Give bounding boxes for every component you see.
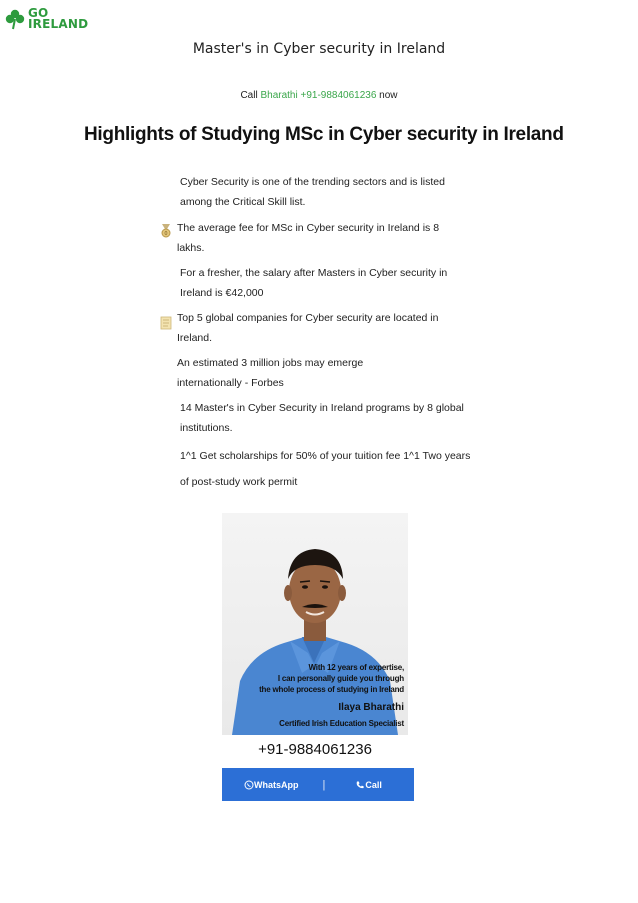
specialist-quote: With 12 years of expertise, I can personally guide you through the whole process of studying in Ireland (259, 663, 404, 694)
specialist-name: Ilaya Bharathi (338, 702, 404, 713)
call-suffix: now (376, 90, 398, 101)
go-ireland-logo[interactable] (4, 8, 88, 30)
document-title: Master's in Cyber security in Ireland (192, 41, 446, 57)
cta-separator: | (322, 778, 326, 791)
highlight-item: An estimated 3 million jobs may emerge internationally - Forbes (177, 357, 364, 389)
call-label: Call (365, 779, 382, 790)
page-heading: Highlights of Studying MSc in Cyber security in Ireland (84, 124, 564, 145)
specialist-profile-card (222, 513, 408, 735)
contact-cta-bar (222, 768, 414, 801)
phone-number[interactable]: +91-9884061236 (258, 741, 372, 758)
shamrock-icon (4, 8, 26, 30)
whatsapp-button[interactable] (244, 780, 299, 790)
svg-text:0: 0 (164, 231, 168, 237)
note-icon (160, 316, 172, 330)
logo-wordmark: GO IRELAND (28, 6, 89, 31)
highlight-item: The average fee for MSc in Cyber security in Ireland is 8 lakhs. (177, 222, 440, 254)
call-phone-link[interactable]: Bharathi +91-9884061236 (260, 90, 377, 101)
highlight-item: Cyber Security is one of the trending sectors and is listed among the Critical Skill list. (180, 176, 445, 208)
highlight-item: 14 Master's in Cyber Security in Ireland programs by 8 global institutions. (180, 402, 464, 434)
call-button[interactable] (355, 780, 382, 790)
highlight-item: For a fresher, the salary after Masters in Cyber security in Ireland is €42,000 (180, 267, 448, 299)
highlight-item: Top 5 global companies for Cyber security are located in Ireland. (177, 312, 439, 344)
whatsapp-label: WhatsApp (254, 779, 299, 790)
specialist-role: Certified Irish Education Specialist (279, 719, 404, 728)
whatsapp-icon (244, 780, 254, 790)
medal-icon (160, 224, 172, 238)
highlight-item: 1^1 Get scholarships for 50% of your tuition fee 1^1 Two years of post-study work permit (180, 450, 471, 488)
call-prefix: Call (240, 90, 261, 101)
phone-icon (355, 780, 365, 790)
call-line (0, 90, 638, 101)
